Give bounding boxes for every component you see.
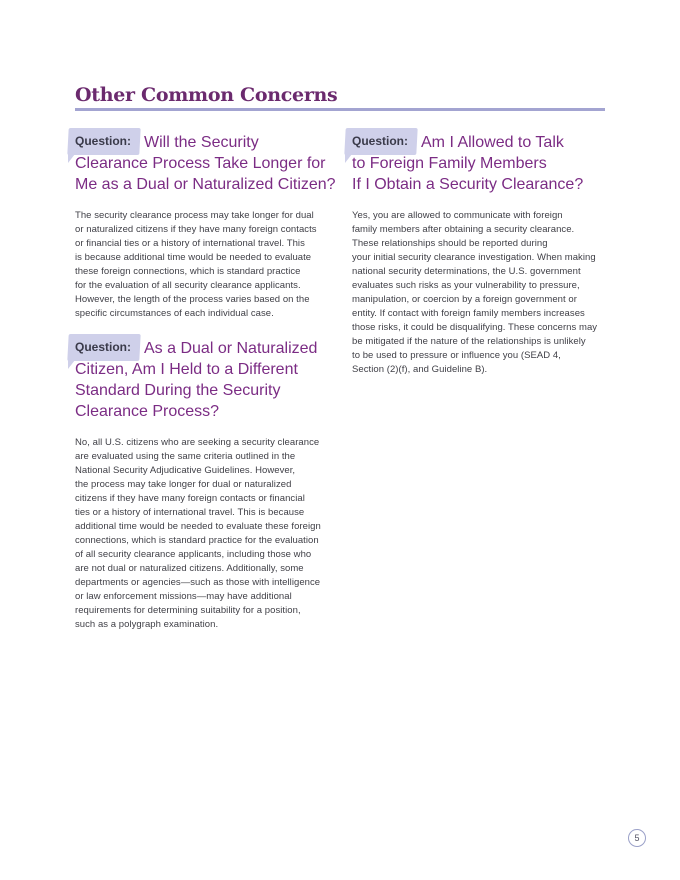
answer-line: for the evaluation of all security clearance applicants. xyxy=(75,280,301,291)
answer-line: your initial security clearance investigation. When making xyxy=(352,252,596,263)
answer-line: manipulation, or coercion by a foreign government or xyxy=(352,294,577,305)
question-line: Citizen, Am I Held to a Different xyxy=(75,361,298,378)
qa-block-dual-citizen-timing xyxy=(75,132,336,321)
answer-text xyxy=(75,209,331,321)
question-heading xyxy=(75,132,336,195)
answer-line: of all security clearance applicants, including those who xyxy=(75,549,312,560)
title-divider xyxy=(75,108,605,111)
question-line: As a Dual or Naturalized xyxy=(144,340,318,357)
answer-line: Yes, you are allowed to communicate with foreign xyxy=(352,210,563,221)
answer-line: such as a polygraph examination. xyxy=(75,619,219,630)
qa-block-different-standard xyxy=(75,338,331,632)
question-heading xyxy=(352,132,608,195)
answer-line: evaluates such risks as your vulnerability to pressure, xyxy=(352,280,580,291)
question-badge: Question: xyxy=(75,339,140,356)
answer-text xyxy=(352,209,608,377)
answer-line: Section (2)(f), and Guideline B). xyxy=(352,364,488,375)
answer-line: ties or a history of international travel. This is because xyxy=(75,507,305,518)
question-line: Clearance Process? xyxy=(75,403,220,420)
answer-line: or law enforcement missions—may have additional xyxy=(75,591,292,602)
answer-line: family members after obtaining a security clearance. xyxy=(352,224,575,235)
question-heading xyxy=(75,338,331,422)
question-line: If I Obtain a Security Clearance? xyxy=(352,176,584,193)
answer-line: However, the length of the process varies based on the xyxy=(75,294,310,305)
question-line: Clearance Process Take Longer for xyxy=(75,155,326,172)
answer-line: these foreign connections, which is standard practice xyxy=(75,266,301,277)
question-badge: Question: xyxy=(75,133,140,150)
answer-line: entity. If contact with foreign family members increases xyxy=(352,308,585,319)
answer-line: departments or agencies—such as those with intelligence xyxy=(75,577,321,588)
question-badge: Question: xyxy=(352,133,417,150)
answer-line: additional time would be needed to evaluate these foreign xyxy=(75,521,321,532)
question-line: Will the Security xyxy=(144,134,259,151)
answer-line: the process may take longer for dual or naturalized xyxy=(75,479,292,490)
answer-line: No, all U.S. citizens who are seeking a security clearance xyxy=(75,437,320,448)
answer-line: connections, which is standard practice for the evaluation xyxy=(75,535,319,546)
answer-line: These relationships should be reported during xyxy=(352,238,548,249)
answer-line: or naturalized citizens if they have many foreign contacts xyxy=(75,224,317,235)
answer-line: citizens if they have many foreign contacts or financial xyxy=(75,493,305,504)
answer-line: to be used to pressure or influence you (SEAD 4, xyxy=(352,350,561,361)
answer-line: those risks, it could be disqualifying. These concerns may xyxy=(352,322,598,333)
question-line: Am I Allowed to Talk xyxy=(421,134,564,151)
answer-line: be mitigated if the nature of the relationships is unlikely xyxy=(352,336,586,347)
answer-line: The security clearance process may take longer for dual xyxy=(75,210,314,221)
answer-line: is because additional time would be needed to evaluate xyxy=(75,252,312,263)
answer-line: requirements for determining suitability for a position, xyxy=(75,605,301,616)
answer-line: are evaluated using the same criteria outlined in the xyxy=(75,451,296,462)
answer-line: are not dual or naturalized citizens. Additionally, some xyxy=(75,563,304,574)
answer-text xyxy=(75,436,331,632)
qa-block-foreign-family xyxy=(352,132,608,377)
answer-line: specific circumstances of each individual case. xyxy=(75,308,274,319)
left-column xyxy=(75,132,336,632)
question-line: Me as a Dual or Naturalized Citizen? xyxy=(75,176,336,193)
right-column xyxy=(352,132,608,377)
section-title: Other Common Concerns xyxy=(75,84,338,106)
page-number: 5 xyxy=(628,829,646,847)
answer-line: or financial ties or a history of international travel. This xyxy=(75,238,305,249)
question-line: to Foreign Family Members xyxy=(352,155,547,172)
answer-line: national security determinations, the U.S. government xyxy=(352,266,581,277)
answer-line: National Security Adjudicative Guidelines. However, xyxy=(75,465,296,476)
question-line: Standard During the Security xyxy=(75,382,281,399)
